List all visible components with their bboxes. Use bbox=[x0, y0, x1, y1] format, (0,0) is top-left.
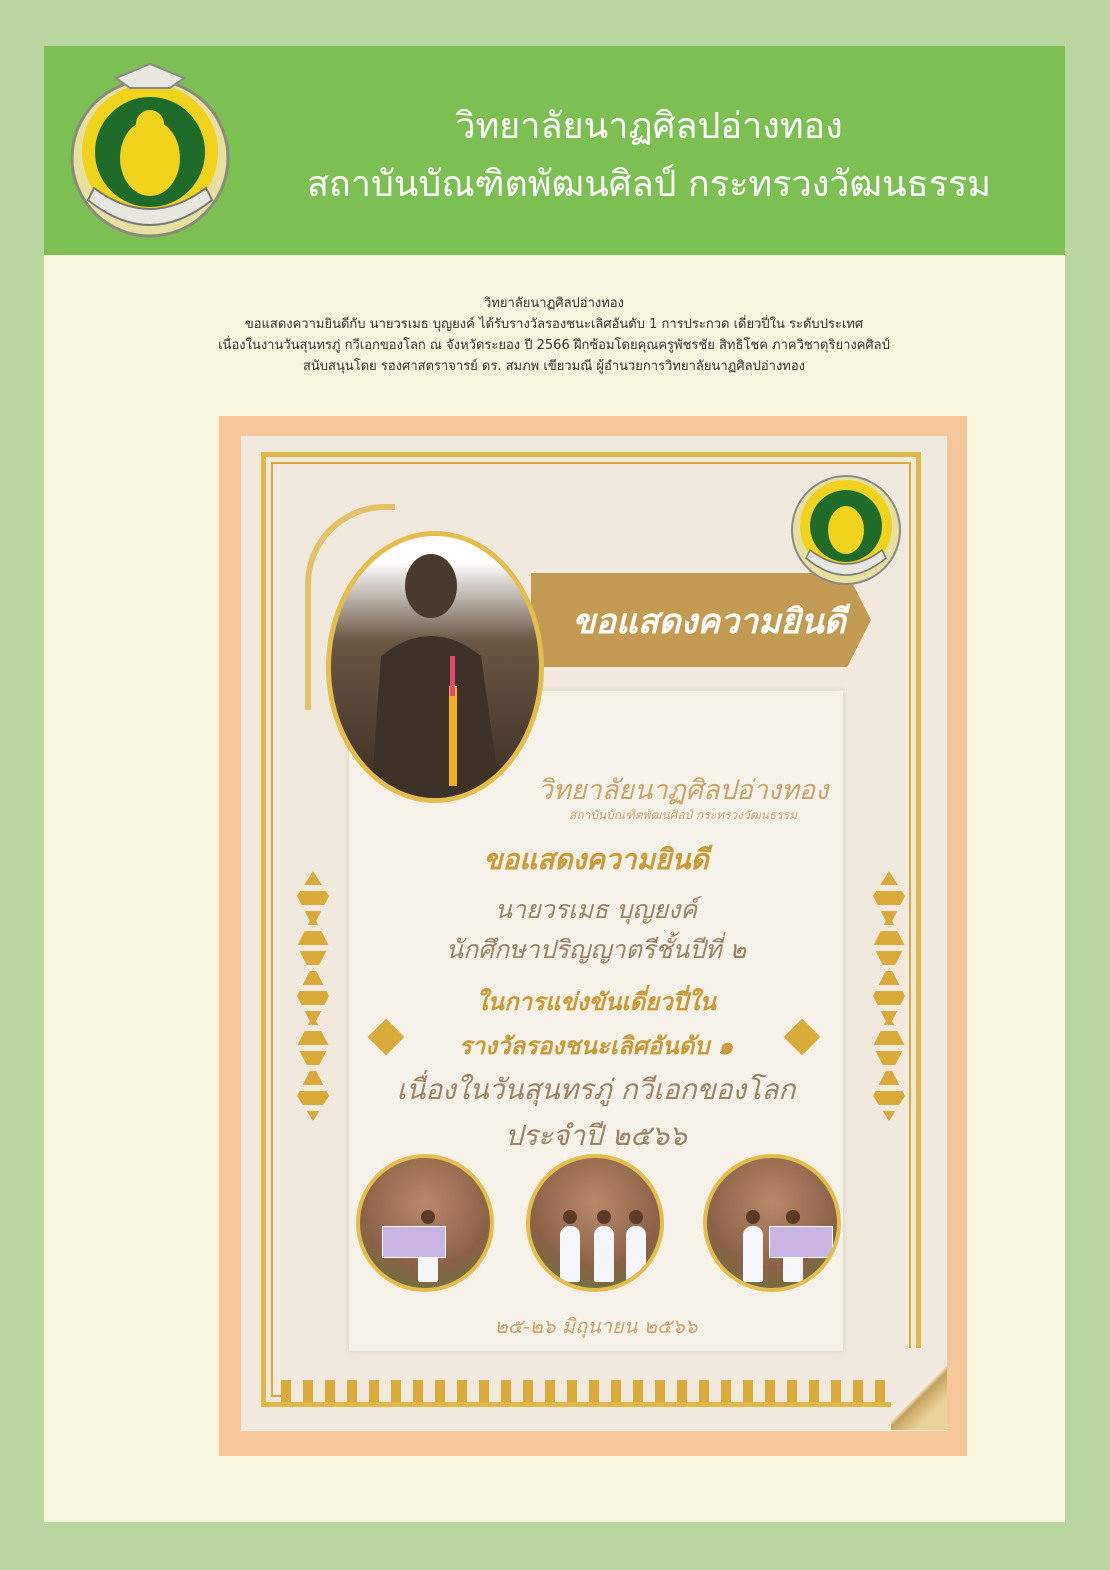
award-photo bbox=[703, 1154, 841, 1292]
intro-line4: สนับสนุนโดย รองศาสตราจารย์ ดร. สมภพ เขียวมณี ผู้อำนวยการวิทยาลัยนาฏศิลปอ่างทอง bbox=[302, 359, 806, 374]
poster-college: วิทยาลัยนาฏศิลปอ่างทอง bbox=[537, 775, 829, 806]
poster-student: นักศึกษาปริญญาตรีชั้นปีที่ ๒ bbox=[445, 935, 747, 964]
award-placard bbox=[382, 1226, 446, 1258]
banner-title bbox=[239, 98, 1059, 214]
banner-title-line1: วิทยาลัยนาฏศิลปอ่างทอง bbox=[455, 106, 843, 147]
poster-award: รางวัลรองชนะเลิศอันดับ ๑ bbox=[458, 1031, 734, 1060]
poster-congrats: ขอแสดงความยินดี bbox=[483, 843, 709, 876]
institute-logo-icon bbox=[66, 60, 234, 242]
person-figure bbox=[594, 1226, 614, 1282]
intro-line1: วิทยาลัยนาฏศิลปอ่างทอง bbox=[484, 296, 624, 311]
page-curl-icon bbox=[891, 1348, 947, 1430]
poster-background bbox=[241, 436, 947, 1431]
bottom-border-pattern bbox=[281, 1380, 901, 1402]
person-figure bbox=[743, 1226, 763, 1282]
ribbon-text: ขอแสดงความยินดี bbox=[572, 602, 846, 642]
intro-text bbox=[124, 293, 984, 377]
poster-name: นายวรเมธ บุญยงค์ bbox=[494, 895, 698, 924]
statue-portrait bbox=[326, 531, 544, 803]
person-figure bbox=[560, 1226, 580, 1282]
poster-institute: สถาบันบัณฑิตพัฒนศิลป์ กระทรวงวัฒนธรรม bbox=[568, 808, 798, 822]
intro-line2: ขอแสดงความยินดีกับ นายวรเมธ บุญยงค์ ได้รับรางวัลรองชนะเลิศอันดับ 1 การประกวด เดี่ยวปี่ใน ระดับประเทศ bbox=[244, 317, 864, 332]
header-banner bbox=[44, 46, 1065, 255]
poster-year: ประจำปี ๒๕๖๖ bbox=[505, 1119, 687, 1152]
poster-event: เนื่องในวันสุนทรภู่ กวีเอกของโลก bbox=[396, 1073, 796, 1106]
award-placard bbox=[769, 1226, 833, 1258]
poster-logo-icon bbox=[786, 466, 906, 586]
congratulation-poster bbox=[219, 416, 967, 1456]
banner-title-line2: สถาบันบัณฑิตพัฒนศิลป์ กระทรวงวัฒนธรรม bbox=[306, 164, 992, 205]
award-photo bbox=[526, 1154, 664, 1292]
person-figure bbox=[626, 1226, 646, 1282]
poster-dates: ๒๕-๒๖ มิถุนายน ๒๕๖๖ bbox=[494, 1314, 698, 1338]
page bbox=[44, 46, 1065, 1522]
poster-competition: ในการแข่งขันเดี่ยวปี่ใน bbox=[475, 987, 717, 1016]
intro-line3: เนื่องในงานวันสุนทรภู่ กวีเอกของโลก ณ จังหวัดระยอง ปี 2566 ฝึกซ้อมโดยคุณครูพัชรชัย สิทธิโชค ภาควิชาดุริยางคศิลป์ bbox=[218, 338, 890, 353]
statue-icon bbox=[331, 536, 539, 798]
award-photo bbox=[356, 1154, 494, 1292]
